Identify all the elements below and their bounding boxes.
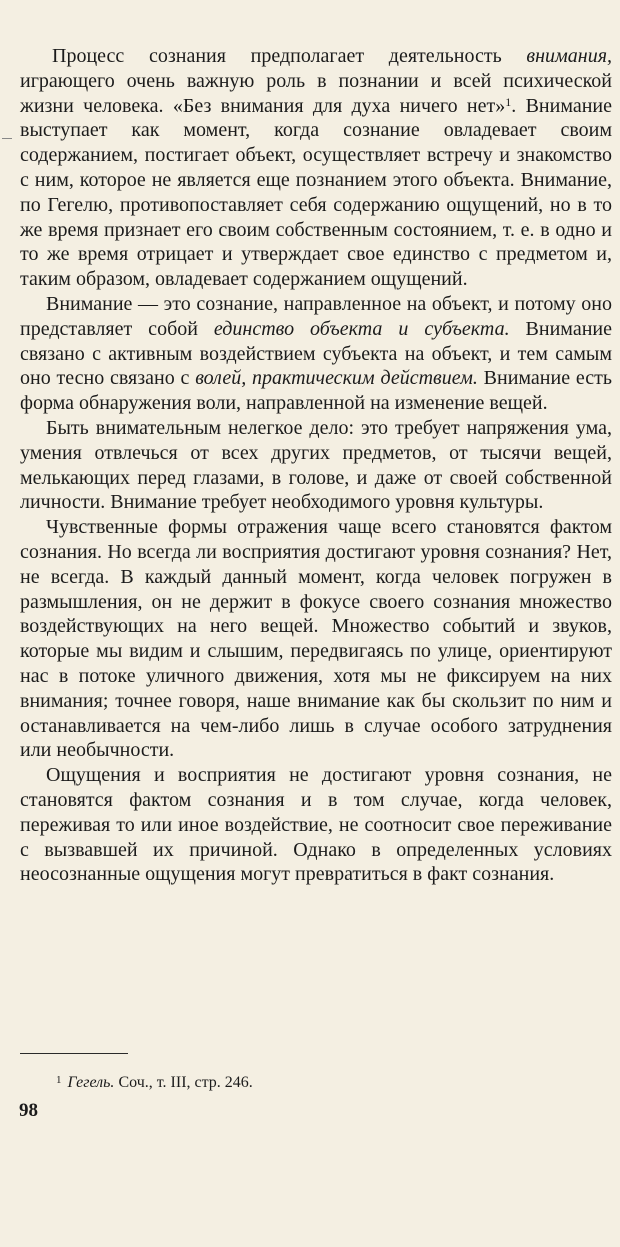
- margin-mark: [2, 138, 12, 139]
- emphasized-text: внимания,: [526, 45, 612, 67]
- footnote: [56, 1070, 253, 1093]
- paragraph: [20, 44, 612, 292]
- emphasized-text: волей, практическим действием.: [195, 367, 478, 390]
- page-number: 98: [19, 1100, 38, 1121]
- paragraph-text: Ощущения и восприятия не достигают уровня сознания, не становятся фактом сознания и в том случае, когда человек, переживая то или иное воздействие, не соотносит свое переживание с вызвавшей их причиной. Однако в определенных условиях неосознанные ощущения могут превратиться в факт сознания.: [20, 764, 612, 886]
- footnote-marker: 1: [56, 1074, 62, 1086]
- paragraph-text: Процесс сознания предполагает деятельность: [52, 45, 527, 67]
- footnote-author: Гегель.: [67, 1074, 115, 1091]
- footnote-citation: Соч., т. III, стр. 246.: [114, 1074, 253, 1091]
- paragraph-text: . Внимание выступает как момент, когда сознание овладевает своим содержанием, постигает объект, осуществляет встречу и знакомство с ним, которое не является еще познанием этого объекта. Внимание, по Гегелю, противопоставляет себя содержанию ощущений, но в то же время признает его своим собственным состоянием, т. е. в одно и то же время отрицает и утверждает свое единство с предметом и, таким образом, овладевает содержанием ощущений.: [20, 94, 612, 291]
- paragraph: [20, 515, 612, 763]
- paragraph-text: Внимание — это сознание, направленное на объект, и потому оно представляет собой: [20, 292, 612, 340]
- main-text: [20, 44, 612, 887]
- paragraph-text: Быть внимательным нелегкое дело: это требует напряжения ума, умения отвлечься от всех других предметов, от тысячи вещей, мелькающих перед глазами, в голове, и даже от своей собственной личности. Внимание требует необходимого уровня культуры.: [20, 416, 612, 514]
- footnote-reference: 1: [505, 94, 512, 109]
- paragraph: [20, 416, 612, 515]
- paragraph-text: Внимание есть форма обнаружения воли, направленной на изменение вещей.: [20, 367, 612, 415]
- paragraph: [20, 763, 612, 887]
- paragraph-text: Чувственные формы отражения чаще всего становятся фактом сознания. Но всегда ли восприятия достигают уровня сознания? Нет, не всегда. В каждый данный момент, когда человек погружен в размышления, он не держит в фокусе своего сознания множество воздействующих на него вещей. Множество событий и звуков, которые мы видим и слышим, передвигаясь по улице, ориентируют нас в потоке уличного движения, хотя мы не фиксируем на них внимания; точнее говоря, наше внимание как бы скользит по ним и останавливается на чем-либо лишь в случае особого затруднения или необычности.: [20, 516, 612, 762]
- emphasized-text: единство объекта и субъекта.: [213, 317, 510, 340]
- paragraph: [20, 292, 612, 416]
- paragraph-text: Внимание связано с активным воздействием субъекта на объект, и тем самым оно тесно связано с: [20, 317, 612, 390]
- footnote-separator: [20, 1053, 128, 1054]
- paragraph-text: играющего очень важную роль в познании и всей психической жизни человека. «Без внимания для духа ничего нет»: [20, 69, 612, 117]
